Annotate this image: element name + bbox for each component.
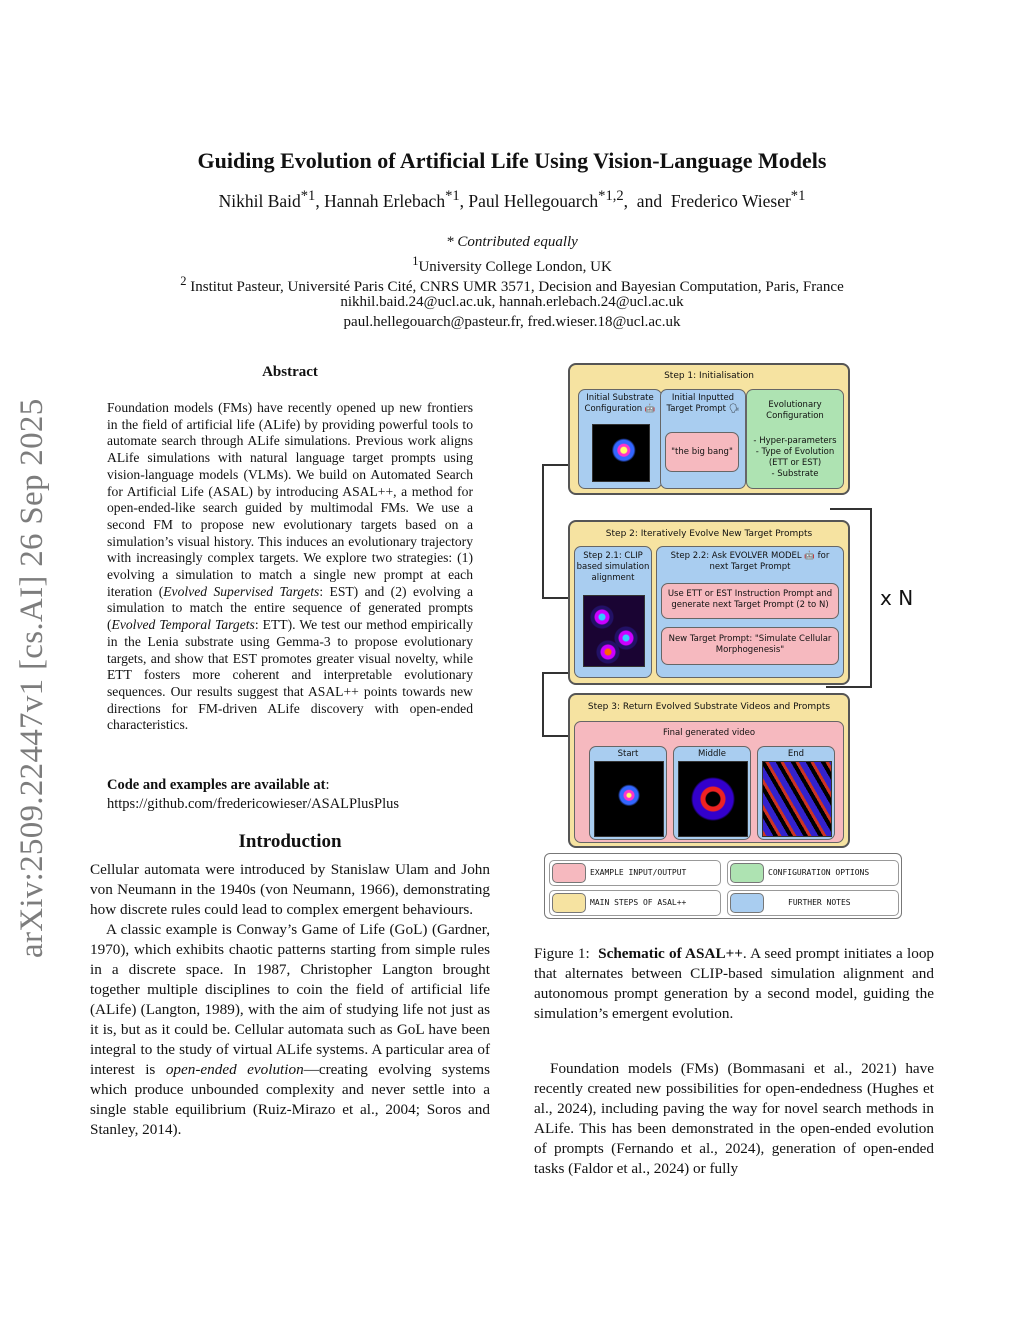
intro-em: open-ended evolution — [165, 1061, 304, 1078]
author-name: Paul Hellegouarch — [468, 190, 599, 211]
legend-swatch-pink — [552, 863, 586, 883]
aff-text: Institut Pasteur, Université Paris Cité, CNRS UMR 3571, Decision and Bayesian Computation, Paris, France — [190, 279, 844, 295]
legend-item — [549, 860, 721, 886]
loop-arrow-left-2-top — [542, 672, 570, 674]
loop-arrow-left-2-bottom — [542, 735, 570, 737]
frame-end — [757, 746, 835, 840]
code-colon: : — [325, 777, 330, 793]
loop-arrow-left-2 — [542, 672, 544, 736]
evo-config-label: Evolutionary Configuration — [766, 400, 824, 421]
frame-middle-image — [678, 761, 748, 837]
abstract-ett: Evolved Temporal Targets — [111, 617, 255, 633]
caption-bold: Schematic of ASAL++ — [598, 945, 743, 962]
aff-mark: 2 — [180, 274, 187, 288]
new-target-box: New Target Prompt: "Simulate Cellular Morphogenesis" — [661, 627, 839, 665]
intro-text — [90, 860, 490, 1140]
caption-label: Figure 1: — [534, 945, 590, 962]
legend-swatch-yellow — [552, 893, 586, 913]
evo-config-items: - Hyper-parameters - Type of Evolution (ETT or EST) - Substrate — [753, 436, 837, 479]
author-mark: *1,2 — [598, 188, 624, 204]
loop-arrow-left — [542, 464, 544, 598]
use-ett-box: Use ETT or EST Instruction Prompt and generate next Target Prompt (2 to N) — [661, 583, 839, 619]
aff-mark: 1 — [412, 254, 419, 268]
affiliation-2 — [60, 274, 964, 296]
legend — [544, 853, 902, 919]
loop-arrow-right — [870, 508, 872, 688]
loop-arrow-right-top — [830, 508, 872, 510]
initial-prompt-box — [660, 389, 746, 489]
emails-line-1: nikhil.baid.24@ucl.ac.uk, hannah.erlebach.24@ucl.ac.uk — [340, 294, 684, 310]
evo-config-box — [746, 389, 844, 489]
frame-end-image — [762, 761, 832, 837]
step22-box — [656, 546, 844, 678]
figure-caption — [534, 944, 934, 1024]
abstract-part: : EST) and (2) evolving a simulation to match the entire sequence of generated prompts ( — [107, 583, 473, 633]
contrib-note: * Contributed equally — [446, 234, 578, 250]
author-mark: *1 — [300, 188, 316, 204]
abstract-est: Evolved Supervised Targets — [163, 583, 320, 599]
repeat-label: x N — [880, 586, 914, 610]
legend-item — [727, 860, 899, 886]
alignment-image — [583, 595, 645, 667]
step22-label: Step 2.2: Ask EVOLVER MODEL 🤖 for next Target Prompt — [670, 551, 830, 572]
substrate-image — [592, 424, 650, 482]
figure-1 — [530, 360, 930, 920]
abstract-text — [107, 400, 473, 734]
frame-end-label: End — [787, 749, 805, 759]
legend-item — [727, 890, 899, 916]
aff-text: University College London, UK — [418, 259, 612, 275]
final-video-label: Final generated video — [662, 728, 756, 738]
legend-swatch-green — [730, 863, 764, 883]
intro-part: —creating evolving systems which produce unbounded complexity and never settle into a single stable equilibrium (Ruiz-Mirazo et al., 2004; Soros and Stanley, 2014). — [90, 1061, 491, 1138]
step1-title: Step 1: Initialisation — [664, 371, 754, 381]
step2-panel — [568, 520, 850, 685]
legend-main-steps: MAIN STEPS OF ASAL++ — [590, 898, 687, 907]
final-video-box — [574, 721, 844, 843]
step1-panel — [568, 363, 850, 495]
abstract-part: Foundation models (FMs) have recently opened up new frontiers in the field of artificial life (ALife) by providing powerful tools to automate search through ALife simulations. Previous work aligns ALife simulations with natural language target prompts using vision-language models (VLMs). We build on Automated Search for Artificial Life (ASAL) by introducing ASAL++, a method for open-ended-like search guided by multimodal FMs. We use a second FM to propose new evolutionary targets based on a simulation’s visual history. This induces an evolutionary trajectory with increasingly complex targets. We explore two strategies: (1) evolving a simulation to match a single new prompt at each iteration ( — [107, 400, 473, 599]
affiliation-1 — [60, 254, 964, 276]
loop-arrow-right-bottom — [826, 686, 872, 688]
intro-heading: Introduction — [238, 831, 342, 852]
author-list: Nikhil Baid$^{*1}$, Hannah Erlebach$^{*1}$, Paul Hellegouarch$^{*1,2}$, and Frederico Wieser$^{*1}$ — [218, 188, 806, 211]
legend-item — [549, 890, 721, 916]
emails-line-2: paul.hellegouarch@pasteur.fr, fred.wieser.18@ucl.ac.uk — [343, 314, 681, 330]
step3-panel — [568, 693, 850, 848]
arxiv-stamp: arXiv:2509.22447v1 [cs.AI] 26 Sep 2025 — [14, 398, 50, 958]
abstract-part: : ETT). We test our method empirically in the Lenia substrate using Gemma-3 to propose evolutionary targets, and show that EST promotes greater visual novelty, while ETT fosters more coherent and interpretable evolutionary sequences. Our results suggest that ASAL++ points towards new directions for FM-driven ALife discovery with open-ended characteristics. — [107, 617, 474, 733]
author-mark: *1 — [445, 188, 460, 204]
initial-substrate-label: Initial Substrate Configuration 🤖 — [584, 393, 656, 414]
author-and: and — [636, 190, 663, 211]
step3-title: Step 3: Return Evolved Substrate Videos and Prompts — [587, 702, 831, 712]
loop-arrow-left-bottom — [542, 597, 570, 599]
legend-example-io: EXAMPLE INPUT/OUTPUT — [590, 868, 687, 877]
right-body-text: Foundation models (FMs) (Bommasani et al., 2021) have recently created new possibilities for open-endedness (Hughes et al., 2024), including paving the way for novel search methods in ALife. This has been demonstrated in the open-ended evolution of prompts (Fernando et al., 2024), generation of open-ended tasks (Faldor et al., 2024) or fully — [534, 1060, 934, 1177]
frame-middle — [673, 746, 751, 840]
paper-title: Guiding Evolution of Artificial Life Using Vision-Language Models — [197, 148, 827, 173]
author-name: Nikhil Baid — [218, 190, 301, 211]
prompt-value-box: "the big bang" — [665, 432, 739, 472]
initial-prompt-label: Initial Inputted Target Prompt 🗣 — [666, 393, 740, 414]
frame-start-label: Start — [617, 749, 639, 759]
caption-text: . A seed prompt initiates a loop that alternates between CLIP-based simulation alignment and autonomous prompt generation by a second model, guiding the simulation’s emergent evolution. — [534, 945, 935, 1022]
intro-paragraph: Cellular automata were introduced by Stanislaw Ulam and John von Neumann in the 1940s (von Neumann, 1966), demonstrating how discrete rules could lead to complex emergent behaviours. — [90, 861, 490, 918]
intro-part: A classic example is Conway’s Game of Life (GoL) (Gardner, 1970), which exhibits chaotic patterns starting from simple rules in a discrete space. In 1987, Christopher Langton brought together multiple disciplines to coin the field of artificial life (ALife) (Langton, 1989), with the aim of studying life not just as it is, but as it could be. Cellular automata such as GoL have been integral to the study of virtual ALife systems. A particular area of interest is — [90, 921, 490, 1078]
author-name: Frederico Wieser — [670, 190, 791, 211]
code-heading — [107, 777, 329, 794]
step2-title: Step 2: Iteratively Evolve New Target Prompts — [605, 529, 813, 539]
code-url[interactable]: https://github.com/fredericowieser/ASALPlusPlus — [107, 796, 399, 812]
frame-start-image — [594, 761, 664, 837]
initial-substrate-box — [578, 389, 662, 489]
step21-box — [574, 546, 652, 678]
code-heading-text: Code and examples are available at — [107, 777, 326, 793]
author-name: Hannah Erlebach — [324, 190, 446, 211]
abstract-heading: Abstract — [262, 364, 318, 380]
frame-start — [589, 746, 667, 840]
step21-label: Step 2.1: CLIP based simulation alignment — [576, 551, 650, 583]
legend-config: CONFIGURATION OPTIONS — [768, 868, 870, 877]
loop-arrow-left-top — [542, 464, 570, 466]
legend-swatch-blue — [730, 893, 764, 913]
frame-middle-label: Middle — [697, 749, 727, 759]
author-mark: *1 — [790, 188, 806, 204]
intro-paragraph — [90, 920, 490, 1140]
legend-further: FURTHER NOTES — [788, 898, 851, 907]
